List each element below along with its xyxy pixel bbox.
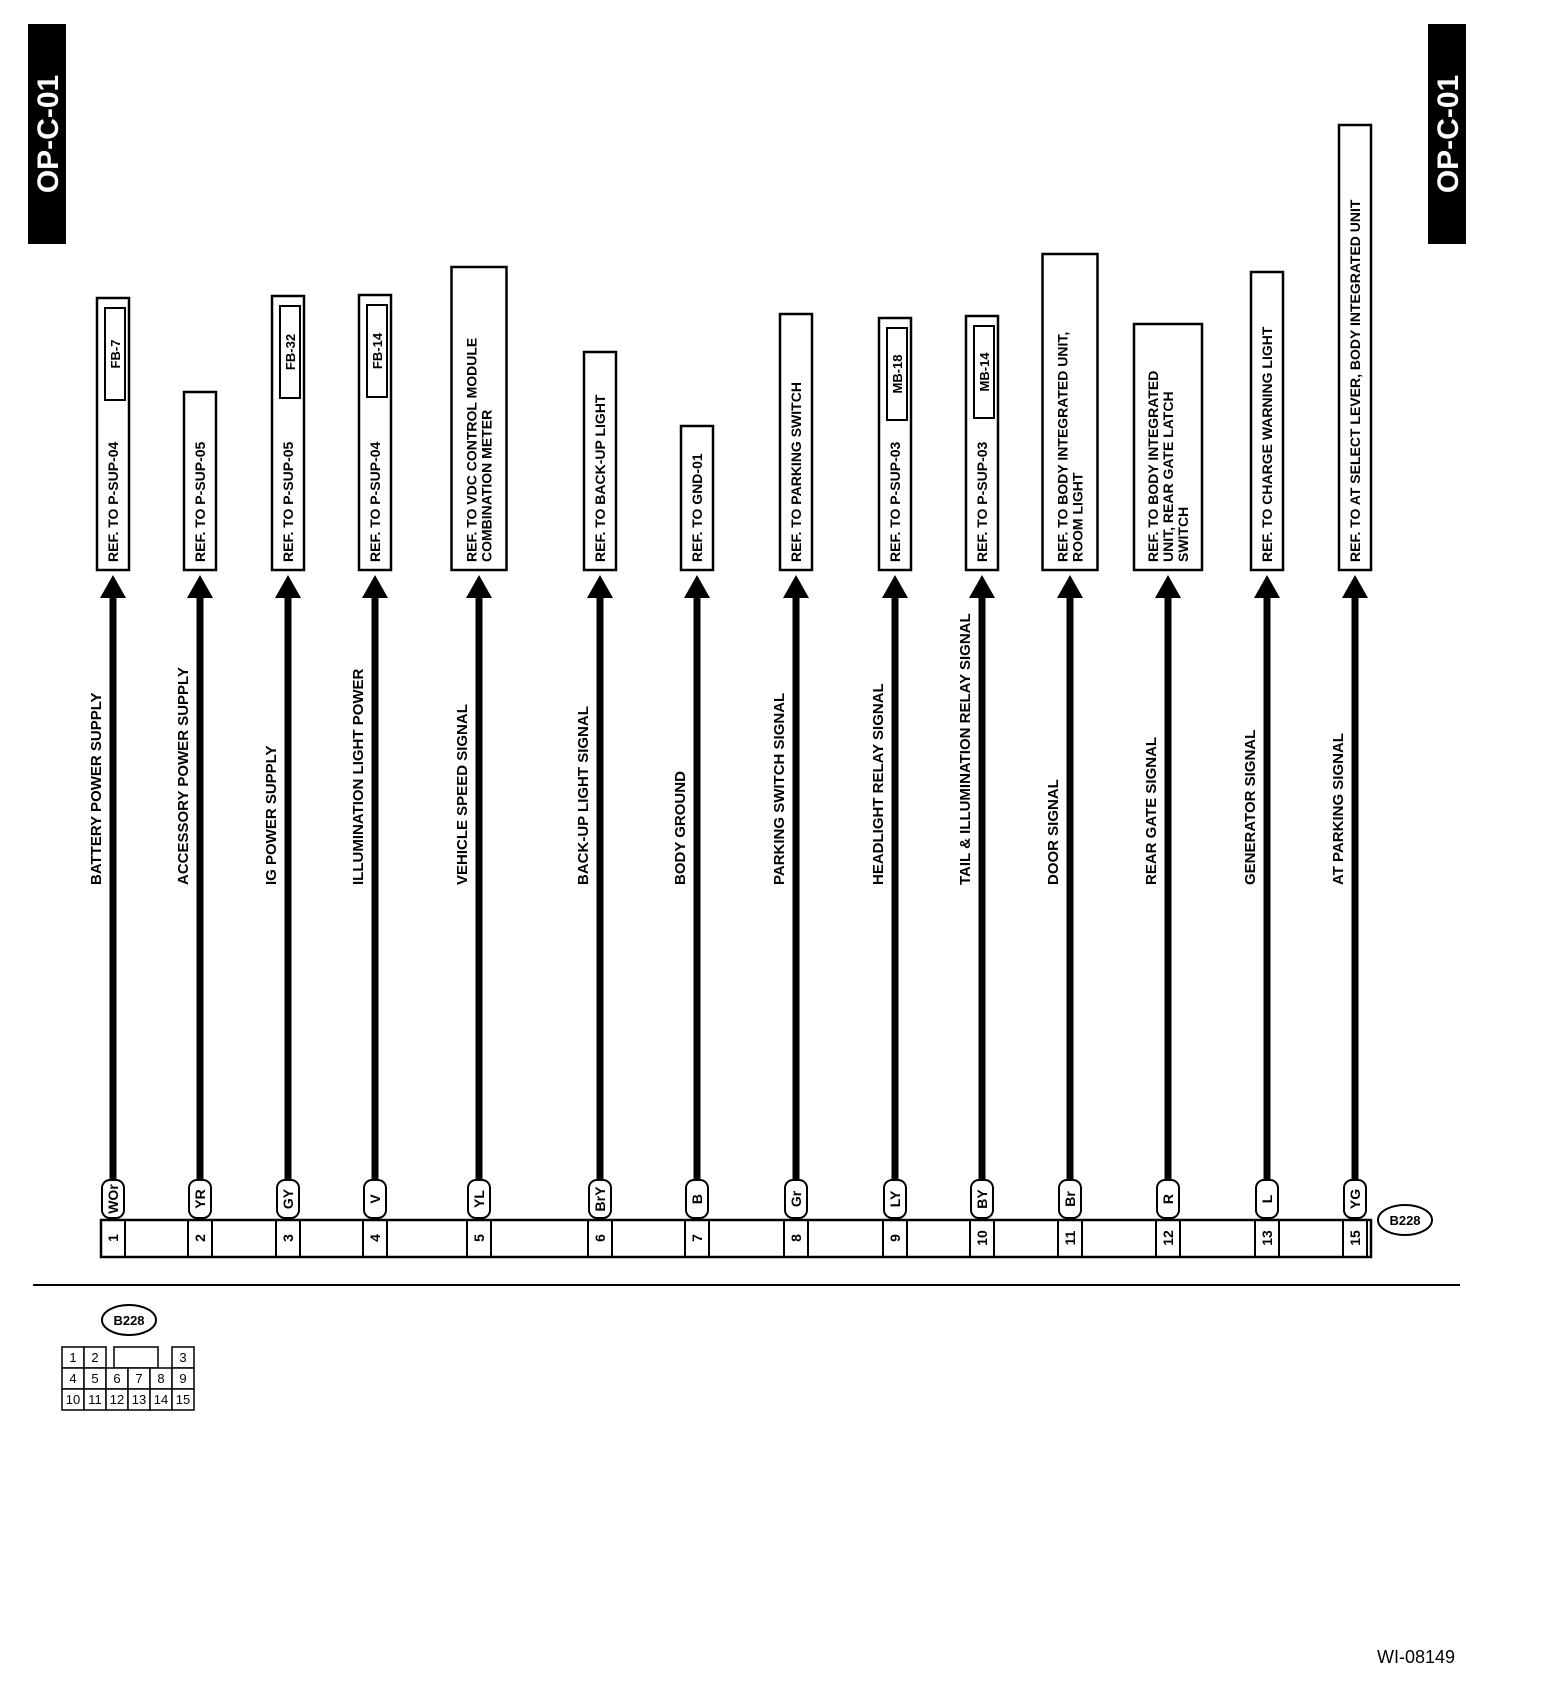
signal-label: AT PARKING SIGNAL	[1330, 733, 1347, 885]
signal-label: BATTERY POWER SUPPLY	[88, 692, 105, 885]
wire-color-text: L	[1259, 1194, 1275, 1204]
ref-text: REF. TO BODY INTEGRATED	[1145, 370, 1161, 562]
wire-color-text: LY	[887, 1190, 903, 1208]
wire-color-text: V	[367, 1194, 383, 1204]
connector-label-text: B228	[1389, 1213, 1421, 1228]
pin-group-8	[771, 314, 812, 1257]
pin-number: 5	[471, 1234, 487, 1242]
ref-text: REF. TO BACK-UP LIGHT	[592, 394, 608, 562]
pin-number: 3	[280, 1234, 296, 1242]
face-cell-text: 12	[109, 1392, 125, 1407]
ref-text: REF. TO CHARGE WARNING LIGHT	[1259, 326, 1275, 562]
pin-group-1	[88, 298, 129, 1257]
ref-text: ROOM LIGHT	[1069, 472, 1086, 562]
face-cell-text: 5	[91, 1371, 99, 1386]
face-cell	[114, 1347, 158, 1368]
pin-group-6	[575, 352, 616, 1257]
arrow-head	[187, 575, 213, 598]
wire-color-text: R	[1160, 1193, 1176, 1205]
face-cell-text: 11	[88, 1392, 102, 1407]
signal-label: BODY GROUND	[672, 771, 689, 885]
pin-group-15	[1330, 125, 1371, 1257]
connector-label	[1378, 1205, 1432, 1235]
pin-group-5	[452, 267, 507, 1257]
pin-number: 9	[887, 1234, 903, 1242]
page-tag-right	[1428, 24, 1466, 244]
face-cell-text: 10	[65, 1392, 81, 1407]
pin-number: 1	[105, 1234, 121, 1242]
arrow-head	[1342, 575, 1368, 598]
wire-color-text: YR	[192, 1189, 208, 1209]
ref-text: REF. TO AT SELECT LEVER, BODY INTEGRATED UNIT	[1347, 199, 1363, 562]
face-cell-text: 15	[175, 1392, 191, 1407]
ref-text: REF. TO BODY INTEGRATED UNIT,	[1054, 331, 1071, 562]
wire-color-text: YL	[471, 1190, 487, 1208]
signal-label: HEADLIGHT RELAY SIGNAL	[870, 683, 887, 885]
pin-number: 15	[1347, 1230, 1363, 1246]
ref-text: REF. TO P-SUP-04	[367, 441, 383, 562]
signal-label: BACK-UP LIGHT SIGNAL	[575, 706, 592, 885]
face-cell-text: 2	[91, 1350, 99, 1365]
signal-label: PARKING SWITCH SIGNAL	[771, 692, 788, 885]
pin-number: 2	[192, 1234, 208, 1242]
pin-group-12	[1134, 324, 1202, 1257]
wire-color-text: BrY	[592, 1186, 608, 1212]
face-cell-text: 9	[179, 1371, 187, 1386]
pin-number: 13	[1259, 1230, 1275, 1246]
signal-label: REAR GATE SIGNAL	[1143, 736, 1160, 885]
face-cell-text: 7	[135, 1371, 143, 1386]
ref-text: REF. TO P-SUP-03	[974, 441, 990, 562]
pin-group-3	[263, 296, 304, 1257]
code-text: FB-32	[283, 333, 298, 371]
ref-text: REF. TO P-SUP-05	[280, 441, 296, 562]
face-cell-text: 4	[69, 1371, 77, 1386]
connector-face-label: B228	[113, 1313, 145, 1328]
signal-label: DOOR SIGNAL	[1045, 779, 1062, 885]
ref-text: SWITCH	[1175, 506, 1191, 562]
arrow-head	[1254, 575, 1280, 598]
arrow-head	[362, 575, 388, 598]
wire-color-text: Br	[1062, 1191, 1078, 1207]
wire-color-text: BY	[974, 1189, 990, 1209]
signal-label: ACCESSORY POWER SUPPLY	[175, 667, 192, 885]
arrow-head	[1057, 575, 1083, 598]
connector-pins	[88, 125, 1371, 1257]
ref-text: REF. TO VDC CONTROL MODULE	[463, 337, 480, 562]
pin-number: 10	[974, 1230, 990, 1246]
face-cell-text: 3	[179, 1350, 187, 1365]
signal-label: TAIL & ILLUMINATION RELAY SIGNAL	[957, 613, 974, 885]
code-text: MB-14	[977, 352, 992, 392]
arrow-head	[969, 575, 995, 598]
wire-color-text: YG	[1347, 1188, 1363, 1210]
arrow-head	[275, 575, 301, 598]
ref-text: COMBINATION METER	[478, 409, 495, 562]
wire-color-text: GY	[280, 1188, 296, 1210]
ref-text: REF. TO P-SUP-04	[105, 441, 121, 562]
connector-face	[62, 1305, 194, 1410]
pin-group-2	[175, 392, 216, 1257]
wire-color-text: B	[689, 1193, 705, 1205]
face-cell-text: 6	[113, 1371, 121, 1386]
pin-number: 11	[1062, 1230, 1078, 1246]
face-cell-text: 14	[153, 1392, 169, 1407]
ref-text: REF. TO PARKING SWITCH	[788, 382, 804, 562]
pin-group-13	[1242, 272, 1283, 1257]
arrow-head	[684, 575, 710, 598]
pin-group-7	[672, 426, 713, 1257]
arrow-head	[783, 575, 809, 598]
pin-group-4	[350, 295, 391, 1257]
pin-number: 6	[592, 1234, 608, 1242]
pin-number: 8	[788, 1234, 804, 1242]
pin-number: 7	[689, 1234, 705, 1242]
face-cell-text: 1	[69, 1350, 77, 1365]
arrow-head	[587, 575, 613, 598]
ref-text: REF. TO GND-01	[689, 453, 705, 562]
connector-face-grid	[62, 1347, 194, 1410]
code-text: MB-18	[890, 354, 905, 394]
arrow-head	[100, 575, 126, 598]
signal-label: GENERATOR SIGNAL	[1242, 729, 1259, 885]
page-tag-left-text: OP-C-01	[32, 74, 65, 194]
signal-label: VEHICLE SPEED SIGNAL	[454, 704, 471, 885]
code-text: FB-7	[108, 339, 123, 369]
pin-group-9	[870, 318, 911, 1257]
pin-group-11	[1043, 254, 1098, 1257]
ref-text: REF. TO P-SUP-03	[887, 441, 903, 562]
face-cell-text: 8	[157, 1371, 165, 1386]
figure-id: WI-08149	[1376, 1647, 1455, 1667]
signal-label: IG POWER SUPPLY	[263, 745, 280, 885]
signal-label: ILLUMINATION LIGHT POWER	[350, 668, 367, 885]
pin-number: 12	[1160, 1230, 1176, 1246]
arrow-head	[466, 575, 492, 598]
arrow-head	[882, 575, 908, 598]
page-tag-right-text: OP-C-01	[1432, 74, 1465, 194]
code-text: FB-14	[370, 332, 385, 370]
wire-color-text: Gr	[788, 1190, 804, 1208]
ref-text: UNIT, REAR GATE LATCH	[1160, 391, 1176, 562]
arrow-head	[1155, 575, 1181, 598]
ref-text: REF. TO P-SUP-05	[192, 441, 208, 562]
wire-color-text: WOr	[105, 1184, 121, 1214]
page-tag-left	[28, 24, 66, 244]
pin-group-10	[957, 316, 998, 1257]
face-cell-text: 13	[131, 1392, 147, 1407]
pin-number: 4	[367, 1234, 383, 1242]
